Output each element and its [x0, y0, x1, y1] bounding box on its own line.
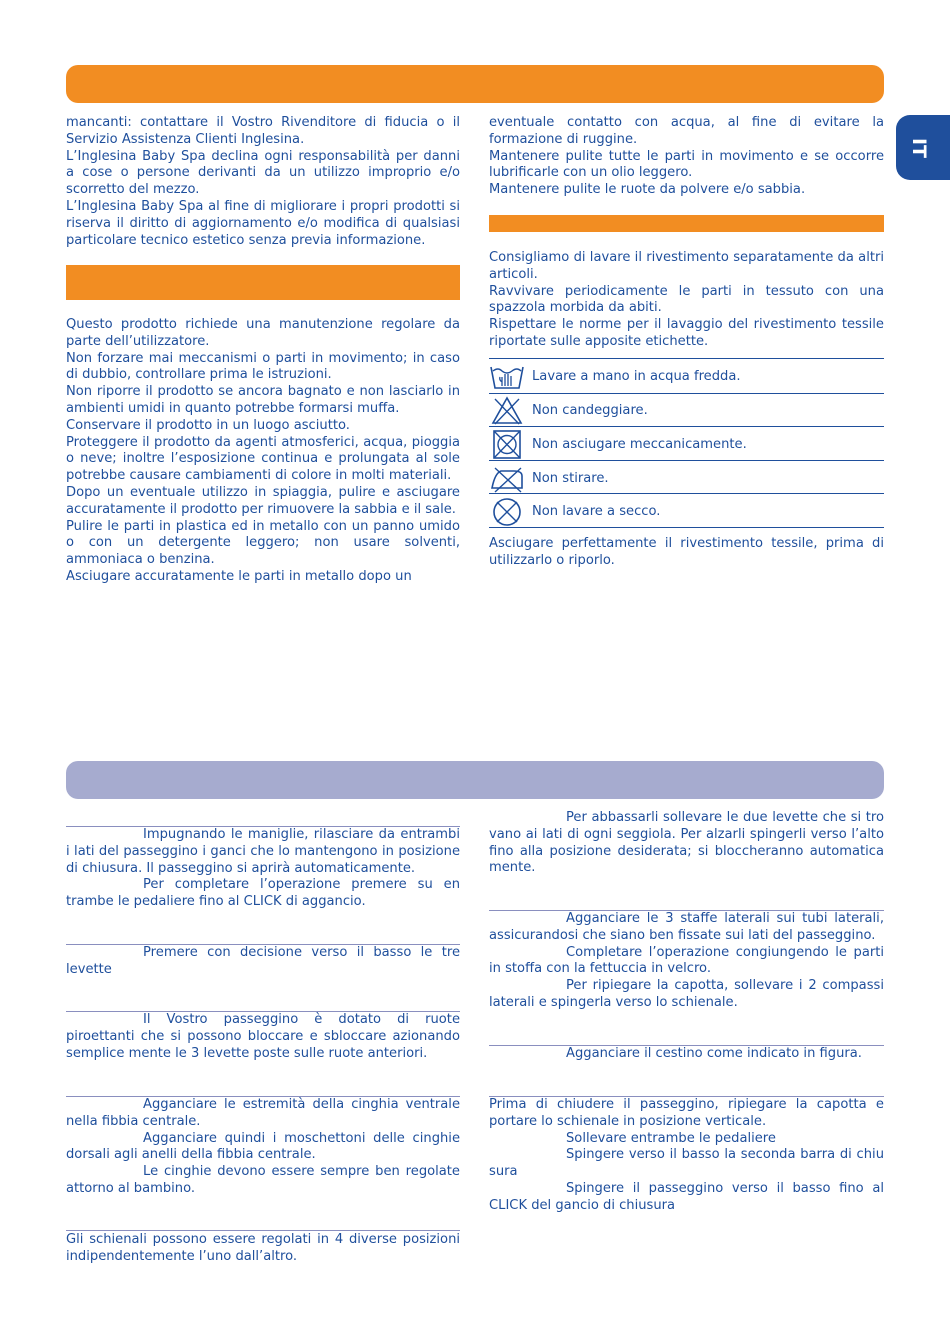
paragraph: Impugnando le maniglie, rilasciare da entrambi i lati del passeggino i ganci che lo mantengono in posizione di chiusura. Il passeggino si aprirà automaticamente.	[66, 827, 460, 876]
paragraph: Mantenere pulite le ruote da polvere e/o sabbia.	[489, 182, 806, 198]
paragraph: Ravvivare periodicamente le parti in tessuto con una spazzola morbida da abiti.	[489, 283, 884, 316]
basket-text-block	[489, 1046, 884, 1063]
paragraph: L’Inglesina Baby Spa al fine di migliorare i propri prodotti si riserva il diritto di aggiornamento e/o modifica di qualsiasi particolare tecnico estetico senza previa informazione.	[66, 198, 460, 248]
paragraph: Questo prodotto richiede una manutenzione regolare da parte dell’utilizzatore.	[66, 317, 460, 349]
paragraph: Agganciare quindi i moschettoni delle cinghie dorsali agli anelli della fibbia centrale.	[66, 1130, 460, 1163]
section-rule-backrest	[66, 1230, 460, 1231]
brake-text-block	[66, 945, 460, 979]
paragraph: Prima di chiudere il passeggino, ripiegare la capotta e portare lo schienale in posizione verticale.	[489, 1097, 884, 1129]
no-iron-icon	[489, 464, 525, 493]
care-table-rule	[489, 493, 884, 494]
care-row-no-dry-clean	[489, 495, 884, 528]
closing-text-block	[489, 1097, 884, 1215]
paragraph: Spingere il passeggino verso il basso fino al CLICK del gancio di chiusura	[489, 1180, 884, 1213]
paragraph: Sollevare entrambe le pedaliere	[566, 1130, 776, 1146]
paragraph: mancanti: contattare il Vostro Rivenditore di fiducia o il Servizio Assistenza Clienti Inglesina.	[66, 115, 460, 147]
backrest-continued-block	[489, 810, 884, 877]
hand-wash-icon	[489, 362, 525, 391]
harness-text-block	[66, 1097, 460, 1198]
care-label: Lavare a mano in acqua fredda.	[532, 369, 741, 384]
paragraph: Mantenere pulite tutte le parti in movimento e se occorre lubrificarle con un olio leggero.	[489, 148, 884, 181]
care-row-hand-wash	[489, 360, 884, 393]
paragraph: Per completare l’operazione premere su en trambe le pedaliere fino al CLICK di aggancio.	[66, 877, 460, 910]
paragraph: Le cinghie devono essere sempre ben regolate attorno al bambino.	[66, 1164, 460, 1196]
paragraph: Per abbassarli sollevare le due levette che si tro vano ai lati di ogni seggiola. Per alzarli spingerli verso l’alto fino alla posizione desiderata; si bloccheranno automatica mente.	[489, 810, 884, 876]
paragraph: Conservare il prodotto in un luogo asciutto.	[66, 417, 350, 433]
paragraph: Il Vostro passeggino è dotato di ruote piroettanti che si possono bloccare e sbloccare azionando semplice mente le 3 levette poste sulle ruote anteriori.	[66, 1012, 460, 1061]
paragraph: Non riporre il prodotto se ancora bagnato e non lasciarlo in ambienti umidi in quanto potrebbe formarsi muffa.	[66, 384, 460, 416]
paragraph: L’Inglesina Baby Spa declina ogni responsabilità per danni a cose o persone derivanti da un utilizzo improprio e/o scorretto del mezzo.	[66, 148, 460, 198]
paragraph: Rispettare le norme per il lavaggio del rivestimento tessile riportate sulle apposite etichette.	[489, 317, 884, 349]
care-row-no-tumble-dry	[489, 428, 884, 461]
no-tumble-dry-icon	[489, 430, 525, 459]
care-label: Non candeggiare.	[532, 403, 648, 418]
care-row-no-iron	[489, 462, 884, 495]
language-tab	[896, 115, 950, 180]
language-tab-label: IT	[908, 137, 930, 159]
care-table-rule	[489, 527, 884, 528]
maintenance-header-bar	[66, 265, 460, 300]
washing-footer-text	[489, 536, 884, 570]
care-table-rule	[489, 358, 884, 359]
paragraph: Non forzare mai meccanismi o parti in movimento; in caso di dubbio, controllare prima le istruzioni.	[66, 350, 460, 383]
paragraph: Per ripiegare la capotta, sollevare i 2 compassi laterali e spingerla verso lo schienale.	[489, 978, 884, 1010]
care-table-rule	[489, 426, 884, 427]
warranty-text-block	[66, 115, 460, 249]
washing-header-bar	[489, 215, 884, 232]
no-bleach-icon	[489, 396, 525, 425]
care-label: Non asciugare meccanicamente.	[532, 437, 747, 452]
wheels-text-block	[66, 1012, 460, 1062]
paragraph: Dopo un eventuale utilizzo in spiaggia, pulire e asciugare accuratamente il prodotto per rimuovere la sabbia e il sale.	[66, 484, 460, 517]
care-label: Non stirare.	[532, 471, 609, 486]
top-section-header-bar	[66, 65, 884, 103]
paragraph: Completare l’operazione congiungendo le parti in stoffa con la fettuccia in velcro.	[489, 944, 884, 977]
paragraph: Consigliamo di lavare il rivestimento separatamente da altri articoli.	[489, 250, 884, 282]
paragraph: Gli schienali possono essere regolati in 4 diverse posizioni indipendentemente l’uno dall’altro.	[66, 1232, 460, 1264]
paragraph: eventuale contatto con acqua, al fine di evitare la formazione di ruggine.	[489, 115, 884, 147]
care-label: Non lavare a secco.	[532, 504, 661, 519]
paragraph: Premere con decisione verso il basso le tre levette	[66, 945, 460, 977]
paragraph: Spingere verso il basso la seconda barra di chiu sura	[489, 1147, 884, 1180]
care-row-no-bleach	[489, 394, 884, 427]
maintenance-continued-block	[489, 115, 884, 199]
care-table-rule	[489, 460, 884, 461]
paragraph: Agganciare le estremità della cinghia ventrale nella fibbia centrale.	[66, 1097, 460, 1129]
paragraph: Asciugare accuratamente le parti in metallo dopo un	[66, 568, 412, 584]
canopy-text-block	[489, 911, 884, 1012]
backrest-text-block	[66, 1232, 460, 1266]
paragraph: Agganciare il cestino come indicato in figura.	[566, 1046, 862, 1061]
paragraph: Asciugare perfettamente il rivestimento tessile, prima di utilizzarlo o riporlo.	[489, 536, 884, 568]
opening-text-block	[66, 827, 460, 911]
no-dry-clean-icon	[489, 497, 525, 526]
washing-text-block	[489, 250, 884, 351]
paragraph: Proteggere il prodotto da agenti atmosferici, acqua, pioggia o neve; inoltre l’esposizione continua e prolungata al sole potrebbe causare cambiamenti di colore in molti materiali.	[66, 434, 460, 484]
paragraph: Agganciare le 3 staffe laterali sui tubi laterali, assicurandosi che siano ben fissate sui lati del passeggino.	[489, 911, 884, 943]
instructions-header-bar	[66, 761, 884, 799]
paragraph: Pulire le parti in plastica ed in metallo con un panno umido o con un detergente leggero; non usare solventi, ammoniaca o benzina.	[66, 518, 460, 568]
maintenance-text-block	[66, 317, 460, 586]
